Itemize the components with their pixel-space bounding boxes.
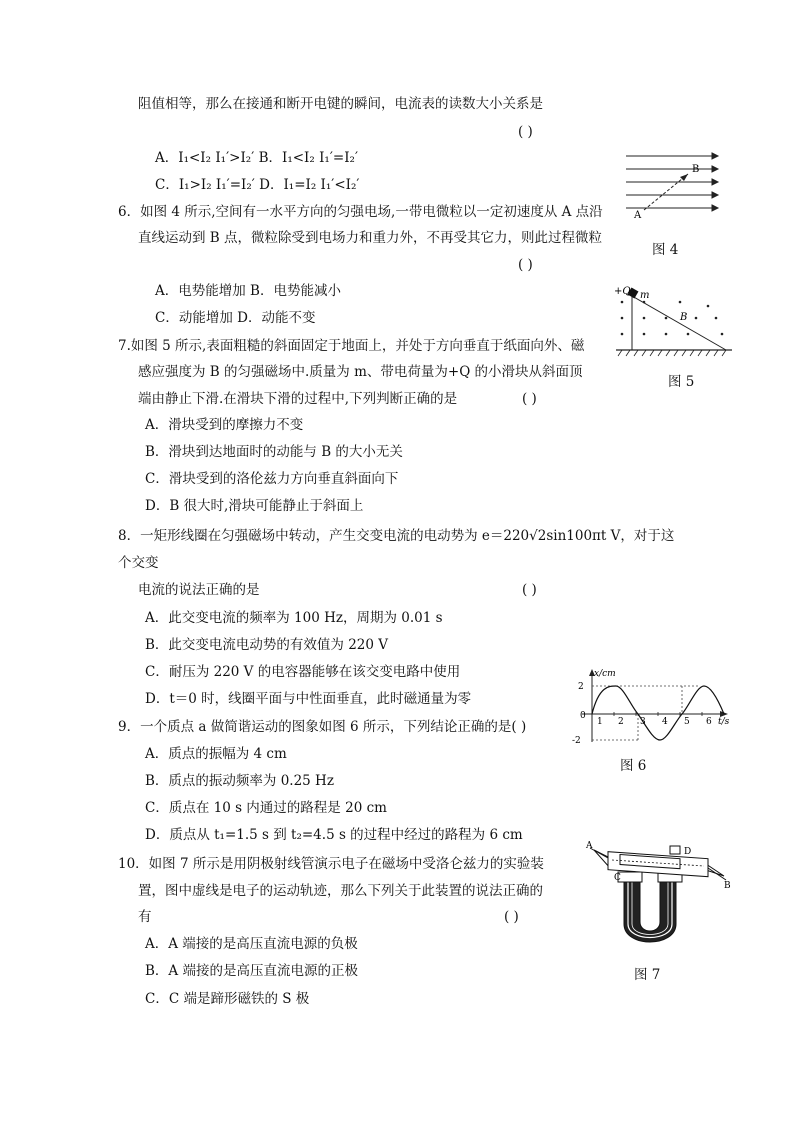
figure-4-label-b: B [692, 164, 700, 175]
figure-6-y-tick: 0 [580, 711, 586, 721]
q7-answer-paren: ( ) [522, 391, 537, 407]
q7-stem-line2: 感应强度为 B 的匀强磁场中.质量为 m、带电荷量为+Q 的小滑块从斜面顶 [138, 364, 583, 380]
figure-5-label-charge: +Q [614, 286, 631, 297]
q8-stem-line2: 个交变 [118, 555, 159, 571]
q9-option-d: D．质点从 t₁=1.5 s 到 t₂=4.5 s 的过程中经过的路程为 6 cm [145, 827, 523, 843]
figure-6-x-tick: 1 [597, 717, 603, 727]
q7-option-c: C．滑块受到的洛伦兹力方向垂直斜面向下 [145, 471, 399, 487]
q9-option-b: B．质点的振动频率为 0.25 Hz [145, 773, 334, 789]
figure-6-x-tick: 4 [662, 717, 668, 727]
q9-option-a: A．质点的振幅为 4 cm [145, 746, 287, 762]
q10-option-b: B．A 端接的是高压直流电源的正极 [145, 963, 358, 979]
figure-4-caption: 图 4 [652, 242, 679, 258]
q8-answer-paren: ( ) [522, 582, 537, 598]
figure-6-x-tick: 3 [640, 717, 646, 727]
q9-option-c: C．质点在 10 s 内通过的路程是 20 cm [145, 800, 387, 816]
q8-stem-line1: 8．一矩形线圈在匀强磁场中转动，产生交变电流的电动势为 e＝220√2sin100πt V，对于这 [118, 528, 675, 544]
figure-7-label-b: B [724, 881, 731, 891]
figure-7-cathode-ray-tube [584, 836, 734, 954]
figure-7-label-c: C [614, 873, 621, 883]
figure-5-incline-magnetic-field [612, 282, 736, 358]
q10-stem-line1: 10．如图 7 所示是用阴极射线管演示电子在磁场中受洛仑兹力的实验装 [118, 856, 544, 872]
figure-7-caption: 图 7 [634, 967, 661, 983]
q8-stem-line3: 电流的说法正确的是 [138, 582, 260, 598]
figure-6-x-tick: 2 [618, 717, 624, 727]
q8-option-a: A．此交变电流的频率为 100 Hz，周期为 0.01 s [145, 610, 443, 626]
figure-5-label-mass: m [640, 290, 650, 301]
figure-7-label-d: D [684, 847, 692, 857]
q5-options-cd: C．I₁>I₂ I₁′=I₂′ D．I₁=I₂ I₁′<I₂′ [155, 177, 360, 193]
q5-text-line: 阻值相等，那么在接通和断开电键的瞬间，电流表的读数大小关系是 [138, 96, 543, 112]
q6-answer-paren: ( ) [518, 257, 533, 273]
figure-4-label-a: A [634, 210, 642, 221]
q7-stem-line3: 端由静止下滑.在滑块下滑的过程中,下列判断正确的是 [138, 391, 458, 407]
q7-stem-line1: 7.如图 5 所示,表面粗糙的斜面固定于地面上，并处于方向垂直于纸面向外、磁 [118, 338, 585, 354]
q10-option-c: C．C 端是蹄形磁铁的 S 极 [145, 991, 310, 1007]
q10-stem-line3: 有 [138, 909, 152, 925]
q7-option-b: B．滑块到达地面时的动能与 B 的大小无关 [145, 444, 403, 460]
q10-stem-line2: 置，图中虚线是电子的运动轨迹，那么下列关于此装置的说法正确的 [138, 883, 543, 899]
figure-6-x-axis-label: t/s [718, 717, 730, 727]
q5-options-ab: A．I₁<I₂ I₁′>I₂′ B．I₁<I₂ I₁′=I₂′ [155, 150, 359, 166]
q10-option-a: A．A 端接的是高压直流电源的负极 [145, 936, 358, 952]
figure-7-label-a: A [586, 841, 593, 851]
q7-option-a: A．滑块受到的摩擦力不变 [145, 417, 304, 433]
figure-5-caption: 图 5 [668, 374, 695, 390]
q9-stem: 9．一个质点 a 做简谐运动的图象如图 6 所示，下列结论正确的是( ) [118, 719, 527, 735]
q6-stem-line2: 直线运动到 B 点，微粒除受到电场力和重力外，不再受其它力，则此过程微粒 [138, 230, 603, 246]
q7-option-d: D．B 很大时,滑块可能静止于斜面上 [145, 498, 364, 514]
figure-4-electric-field [622, 148, 722, 226]
q6-stem-line1: 6．如图 4 所示,空间有一水平方向的匀强电场,一带电微粒以一定初速度从 A 点沿 [118, 204, 603, 220]
q8-option-d: D．t＝0 时，线圈平面与中性面垂直，此时磁通量为零 [145, 691, 472, 707]
q6-options-cd: C．动能增加 D．动能不变 [155, 310, 316, 326]
figure-6-y-axis-label: x/cm [594, 669, 616, 679]
q8-option-b: B．此交变电流电动势的有效值为 220 V [145, 637, 389, 653]
q8-option-c: C．耐压为 220 V 的电容器能够在该交变电路中使用 [145, 664, 461, 680]
q5-answer-paren: ( ) [518, 124, 533, 140]
figure-6-caption: 图 6 [620, 758, 647, 774]
figure-6-x-tick: 6 [706, 717, 712, 727]
figure-5-label-field: B [680, 312, 688, 323]
figure-6-shm-graph [568, 666, 734, 748]
q10-answer-paren: ( ) [504, 909, 519, 925]
figure-6-y-tick: 2 [578, 682, 584, 692]
q6-options-ab: A．电势能增加 B．电势能减小 [155, 283, 341, 299]
figure-6-x-tick: 5 [684, 717, 690, 727]
figure-6-y-tick: -2 [572, 736, 581, 746]
